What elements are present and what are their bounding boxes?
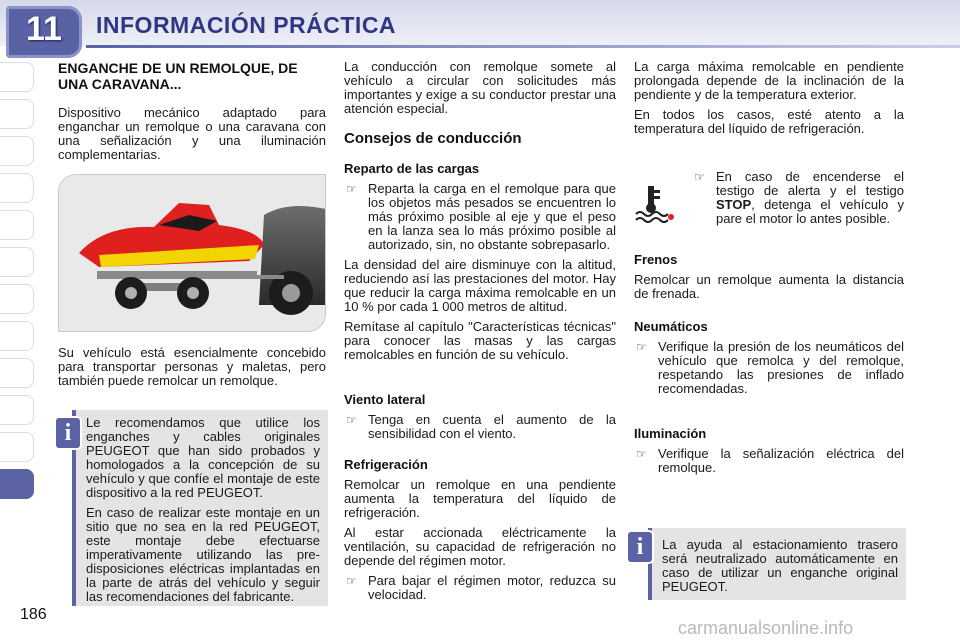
refer-text: Remítase al capítulo "Características técnicas" para conocer las masas y las cargas remolcables en función de su vehículo. xyxy=(344,319,616,362)
pointing-hand-icon: ☞ xyxy=(346,574,357,588)
stop-label: STOP xyxy=(716,197,752,212)
page-number: 186 xyxy=(20,606,47,623)
chapter-tab[interactable] xyxy=(0,358,34,388)
watermark: carmanualsonline.info xyxy=(678,618,854,638)
intro-text: Dispositivo mecánico adaptado para enganchar un remolque o una caravana con una señalización y una iluminación complementarias. xyxy=(58,105,326,162)
trailer-illustration xyxy=(58,174,326,332)
alert-text-post: , detenga el vehículo y pare el motor lo antes posible. xyxy=(716,197,904,226)
body-text: Su vehículo está esencialmente concebido para transportar personas y maletas, pero también puede remolcar un remolque. xyxy=(58,345,326,388)
chapter-tab[interactable] xyxy=(0,432,34,462)
cooling-title: Refrigeración xyxy=(344,457,428,472)
intro-text: La conducción con remolque somete al vehículo a circular con solicitudes más importantes y exige a su conductor prestar una atención especial. xyxy=(344,59,616,116)
wind-title: Viento lateral xyxy=(344,392,426,407)
alert-text-pre: En caso de encenderse el testigo de alerta y el testigo xyxy=(716,169,904,198)
list-item xyxy=(344,574,616,602)
section-title: ENGANCHE DE UN REMOLQUE, DE UNA CARAVANA... xyxy=(58,60,298,92)
info-icon: i xyxy=(56,418,80,448)
jetski-trailer-image xyxy=(59,175,326,332)
info-box-parking-aid xyxy=(648,528,906,600)
pointing-hand-icon: ☞ xyxy=(694,170,705,184)
list-item xyxy=(344,413,616,441)
chapter-tab[interactable] xyxy=(0,395,34,425)
cooling-text: Remolcar un remolque en una pendiente aumenta la temperatura del líquido de refrigeración. xyxy=(344,477,616,520)
tyres-title: Neumáticos xyxy=(634,319,708,334)
chapter-tab[interactable] xyxy=(0,99,34,129)
column-2 xyxy=(344,60,616,602)
page-title: INFORMACIÓN PRÁCTICA xyxy=(96,12,397,38)
brakes-text: Remolcar un remolque aumenta la distancia de frenada. xyxy=(634,272,904,301)
chapter-tab[interactable] xyxy=(0,210,34,240)
pointing-hand-icon: ☞ xyxy=(636,447,647,461)
chapter-tab[interactable] xyxy=(0,321,34,351)
list-item-text: Para bajar el régimen motor, reduzca su velocidad. xyxy=(368,573,616,602)
chapter-tab[interactable] xyxy=(0,173,34,203)
chapter-tabs xyxy=(0,62,40,506)
lighting-title: Iluminación xyxy=(634,426,707,441)
info-text: La ayuda al estacionamiento trasero será neutralizado automáticamente en caso de utilizar un enganche original PEUGEOT. xyxy=(662,537,898,594)
pointing-hand-icon: ☞ xyxy=(346,413,357,427)
list-item xyxy=(344,182,616,252)
info-text: Le recomendamos que utilice los enganches y cables originales PEUGEOT que han sido probados y homologados a la concepción de su vehículo y que confíe el montaje de este dispositivo a la red PEUGEOT. xyxy=(86,415,320,500)
coolant-text: En todos los casos, esté atento a la temperatura del líquido de refrigeración. xyxy=(634,107,904,136)
list-item xyxy=(634,447,904,475)
list-item-alert xyxy=(692,170,904,226)
cooling-text: Al estar accionada eléctricamente la ventilación, su capacidad de refrigeración no depende del régimen motor. xyxy=(344,525,616,568)
coolant-temperature-warning-icon xyxy=(634,182,674,226)
load-title: Reparto de las cargas xyxy=(344,161,480,176)
chapter-tab[interactable] xyxy=(0,62,34,92)
header-rule xyxy=(86,45,960,48)
chapter-tab[interactable] xyxy=(0,284,34,314)
chapter-tab[interactable] xyxy=(0,136,34,166)
chapter-number: 11 xyxy=(26,10,62,48)
column-1 xyxy=(58,60,326,388)
slope-text: La carga máxima remolcable en pendiente prolongada depende de la inclinación de la pendiente y de la temperatura exterior. xyxy=(634,59,904,102)
subsection-title: Consejos de conducción xyxy=(344,130,522,147)
column-3 xyxy=(634,60,904,475)
list-item xyxy=(634,340,904,396)
chapter-tab-active[interactable] xyxy=(0,469,34,499)
chapter-tab[interactable] xyxy=(0,247,34,277)
pointing-hand-icon: ☞ xyxy=(346,182,357,196)
list-item-text: Verifique la señalización eléctrica del remolque. xyxy=(658,446,904,475)
density-text: La densidad del aire disminuye con la altitud, reduciendo así las prestaciones del motor. Hay que reducir la carga máxima remolcable en un 10 % por cada 1 000 metros de altitud. xyxy=(344,257,616,314)
list-item-text: Verifique la presión de los neumáticos del vehículo que remolca y del remolque, respetando las presiones de inflado recomendadas. xyxy=(658,339,904,396)
pointing-hand-icon: ☞ xyxy=(636,340,647,354)
info-icon: i xyxy=(628,532,652,562)
brakes-title: Frenos xyxy=(634,252,678,267)
list-item-text: Reparta la carga en el remolque para que los objetos más pesados se encuentren lo más próximo posible al eje y que el peso en la lanza sea lo más próximo posible al autorizado, sin, no obstante sobrepasarlo. xyxy=(368,181,616,252)
info-box-genuine-parts xyxy=(72,410,328,606)
info-text: En caso de realizar este montaje en un sitio que no sea en la red PEUGEOT, este montaje debe efectuarse imperativamente utilizando las pre-disposiciones eléctricas implantadas en la parte de atrás del vehículo y seguir las recomendaciones del fabricante. xyxy=(86,505,320,604)
list-item-text: Tenga en cuenta el aumento de la sensibilidad con el viento. xyxy=(368,412,616,441)
